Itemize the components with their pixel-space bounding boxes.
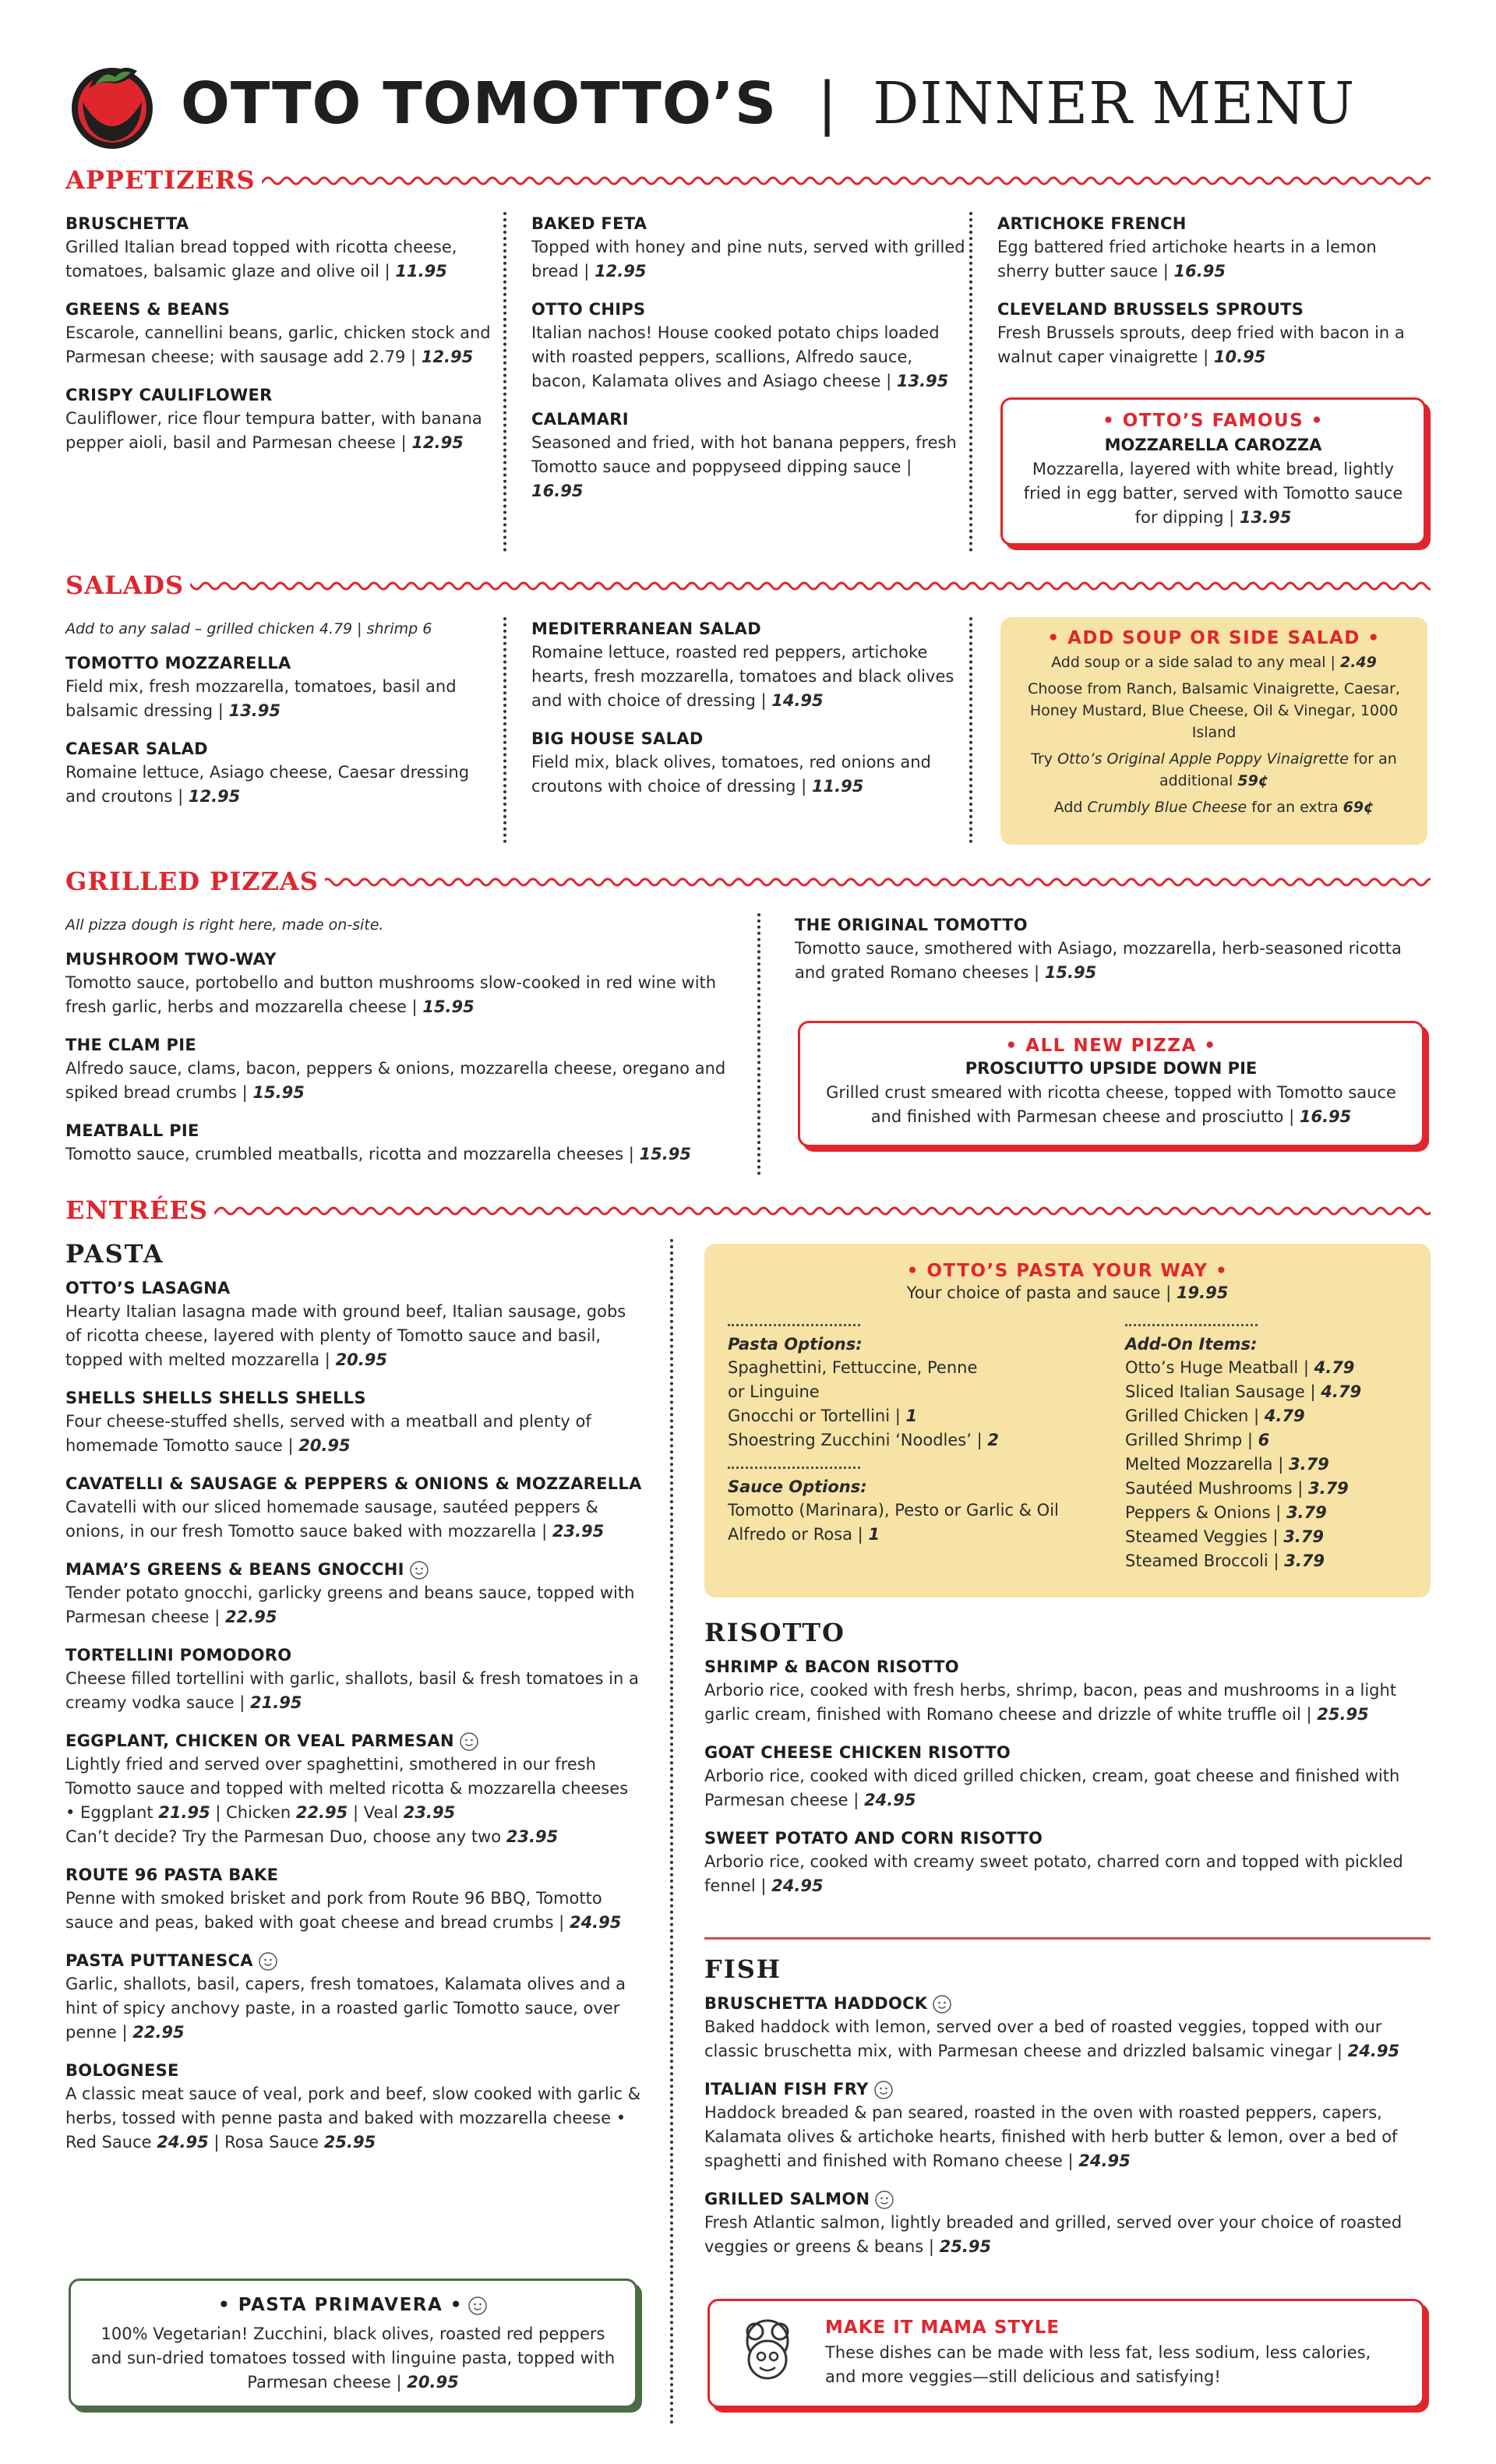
dressing-choices: Choose from Ranch, Balsamic Vinaigrette, Caesar, Honey Mustard, Blue Cheese, Oil & Vinegar, 1000 Island bbox=[1028, 680, 1400, 741]
item-desc: Baked haddock with lemon, served over a bed of roasted veggies, topped with our classic bruschetta mix, with Parmesan cheese and drizzled balsamic vinegar | 24.95 bbox=[704, 2017, 1400, 2060]
tomato-logo-icon bbox=[65, 57, 159, 150]
column-divider bbox=[757, 913, 760, 1175]
menu-item bbox=[65, 1119, 751, 1167]
section-title-salads: SALADS bbox=[65, 570, 190, 600]
item-price: 19.95 bbox=[1176, 1283, 1229, 1302]
item-name: SHELLS SHELLS SHELLS SHELLS bbox=[65, 1389, 366, 1407]
item-name: CAESAR SALAD bbox=[65, 740, 208, 758]
menu-item bbox=[531, 727, 968, 799]
appetizers-col-2 bbox=[531, 212, 968, 517]
item-price: 22.95 bbox=[225, 1608, 277, 1626]
option-line: or Linguine bbox=[728, 1382, 820, 1401]
item-name: GOAT CHEESE CHICKEN RISOTTO bbox=[704, 1743, 1011, 1762]
mama-face-icon bbox=[729, 2314, 806, 2392]
entrees-heading bbox=[65, 1195, 1431, 1230]
mama-style-box bbox=[707, 2299, 1424, 2408]
ottos-famous-box bbox=[1000, 397, 1426, 545]
menu-item bbox=[704, 2077, 1431, 2173]
section-title-entrees: ENTRÉES bbox=[65, 1195, 214, 1225]
box-heading: MAKE IT MAMA STYLE bbox=[825, 2318, 1060, 2338]
item-desc: Tender potato gnocchi, garlicky greens and beans sauce, topped with Parmesan cheese | 22.95 bbox=[65, 1583, 635, 1626]
item-name: BRUSCHETTA HADDOCK bbox=[704, 1992, 1431, 2015]
dotted-rule bbox=[1125, 1324, 1258, 1326]
option-line: Tomotto (Marinara), Pesto or Garlic & Oil bbox=[728, 1501, 1059, 1520]
item-price: 2.49 bbox=[1339, 654, 1377, 671]
box-heading: • ADD SOUP OR SIDE SALAD • bbox=[1047, 628, 1381, 648]
addon-line: Melted Mozzarella | 3.79 bbox=[1125, 1455, 1329, 1474]
item-name: EGGPLANT, CHICKEN OR VEAL PARMESAN bbox=[65, 1729, 642, 1753]
appetizers-heading bbox=[65, 165, 1431, 199]
restaurant-name: OTTO TOMOTTO’S bbox=[181, 70, 778, 137]
addon-line: Sautéed Mushrooms | 3.79 bbox=[1125, 1479, 1349, 1498]
addon-line: Grilled Chicken | 4.79 bbox=[1125, 1407, 1305, 1425]
menu-item bbox=[531, 212, 968, 284]
item-desc: Haddock breaded & pan seared, roasted in the oven with roasted peppers, capers, Kalamata olives & artichoke hearts, finished with herb butter & lemon, over a bed of spaghetti and finished with Romano cheese | 24.95 bbox=[704, 2103, 1398, 2170]
item-name: MEDITERRANEAN SALAD bbox=[531, 620, 761, 638]
menu-item bbox=[704, 2187, 1431, 2259]
column-divider bbox=[503, 617, 506, 843]
menu-item bbox=[65, 1863, 642, 1935]
mama-style-text bbox=[825, 2318, 1403, 2389]
item-price: 13.95 bbox=[896, 372, 949, 390]
menu-item bbox=[531, 617, 968, 713]
item-name: CALAMARI bbox=[531, 410, 629, 429]
box-heading: • ALL NEW PIZZA • bbox=[1005, 1036, 1217, 1056]
soup-side-salad-box bbox=[1000, 617, 1427, 845]
item-price: 25.95 bbox=[1317, 1705, 1369, 1724]
item-price: 24.95 bbox=[1347, 2042, 1400, 2060]
pizzas-heading bbox=[65, 867, 1431, 901]
menu-item bbox=[65, 651, 502, 723]
item-name: ARTICHOKE FRENCH bbox=[997, 214, 1187, 233]
item-desc: Italian nachos! House cooked potato chips loaded with roasted peppers, scallions, Alfredo sauce, bacon, Kalamata olives and Asiago cheese | 13.95 bbox=[531, 323, 949, 390]
addon-line: Otto’s Huge Meatball | 4.79 bbox=[1125, 1358, 1355, 1377]
vinaigrette-line: Try Otto’s Original Apple Poppy Vinaigrette for an additional 59¢ bbox=[1031, 750, 1397, 789]
box-heading: • PASTA PRIMAVERA • bbox=[88, 2295, 618, 2316]
item-name: SHRIMP & BACON RISOTTO bbox=[704, 1657, 959, 1676]
item-price: 12.95 bbox=[411, 433, 464, 452]
pasta-column bbox=[65, 1239, 642, 2169]
item-price: 15.95 bbox=[639, 1145, 691, 1163]
item-price: 12.95 bbox=[421, 348, 474, 366]
box-item-name: MOZZARELLA CAROZZA bbox=[1104, 436, 1322, 454]
menu-item bbox=[65, 383, 502, 455]
section-title-pizzas: GRILLED PIZZAS bbox=[65, 867, 325, 896]
menu-item bbox=[65, 1643, 642, 1715]
item-desc: Cheese filled tortellini with garlic, shallots, basil & fresh tomatoes in a creamy vodka sauce | 21.95 bbox=[65, 1669, 639, 1712]
menu-item bbox=[531, 298, 968, 394]
mama-style-icon bbox=[932, 1994, 952, 2014]
item-desc: Egg battered fried artichoke hearts in a lemon sherry butter sauce | 16.95 bbox=[997, 238, 1377, 281]
menu-item bbox=[65, 298, 502, 369]
box-desc: These dishes can be made with less fat, less sodium, less calories, and more veggies—still delicious and satisfying! bbox=[825, 2343, 1371, 2386]
item-name: TORTELLINI POMODORO bbox=[65, 1646, 292, 1664]
blue-cheese-line: Add Crumbly Blue Cheese for an extra 69¢ bbox=[1053, 799, 1374, 816]
wavy-line bbox=[182, 577, 1431, 595]
pasta-primavera-box bbox=[69, 2279, 637, 2408]
item-price: 13.95 bbox=[228, 701, 281, 720]
menu-item bbox=[65, 212, 502, 284]
item-desc: Escarole, cannellini beans, garlic, chicken stock and Parmesan cheese; with sausage add 2.79 | 12.95 bbox=[65, 323, 491, 366]
all-new-pizza-box bbox=[798, 1021, 1424, 1147]
item-name: BAKED FETA bbox=[531, 214, 647, 233]
pasta-sauce-options bbox=[728, 1319, 1125, 1573]
menu-page bbox=[65, 0, 1431, 2464]
item-price: 15.95 bbox=[252, 1083, 305, 1102]
section-rule bbox=[704, 1937, 1431, 1940]
menu-item bbox=[704, 1741, 1431, 1813]
pizza-dough-note: All pizza dough is right here, made on-site. bbox=[65, 916, 384, 934]
item-name: THE ORIGINAL TOMOTTO bbox=[795, 916, 1028, 934]
menu-item bbox=[65, 1033, 751, 1105]
appetizers-col-3 bbox=[997, 212, 1431, 383]
item-name: BIG HOUSE SALAD bbox=[531, 729, 704, 748]
dotted-rule bbox=[728, 1324, 860, 1326]
menu-item bbox=[65, 2059, 642, 2155]
addon-line: Peppers & Onions | 3.79 bbox=[1125, 1503, 1327, 1522]
item-desc: Tomotto sauce, portobello and button mushrooms slow-cooked in red wine with fresh garlic, herbs and mozzarella cheese | 15.95 bbox=[65, 973, 717, 1016]
mama-style-icon bbox=[459, 1732, 479, 1752]
item-desc: Seasoned and fried, with hot banana peppers, fresh Tomotto sauce and poppyseed dipping sauce | 16.95 bbox=[531, 433, 957, 500]
box-heading: • OTTO’S FAMOUS • bbox=[1103, 411, 1324, 431]
box-desc: Grilled crust smeared with ricotta cheese, topped with Tomotto sauce and finished with Parmesan cheese and prosciutto | 16.95 bbox=[826, 1083, 1396, 1126]
item-name: MAMA’S GREENS & BEANS GNOCCHI bbox=[65, 1558, 642, 1581]
item-desc: Garlic, shallots, basil, capers, fresh tomatoes, Kalamata olives and a hint of spicy anchovy paste, in a roasted garlic Tomotto sauce, over penne | 22.95 bbox=[65, 1975, 626, 2042]
item-price: 14.95 bbox=[771, 691, 824, 710]
item-price: 23.95 bbox=[552, 1522, 605, 1541]
box-subheading: Your choice of pasta and sauce | 19.95 bbox=[906, 1283, 1229, 1302]
item-desc: Hearty Italian lasagna made with ground beef, Italian sausage, gobs of ricotta cheese, layered with plenty of Tomotto sauce and basil, topped with melted mozzarella | 20.95 bbox=[65, 1302, 626, 1369]
pizzas-col-1 bbox=[65, 913, 751, 1181]
item-price: 10.95 bbox=[1213, 348, 1266, 366]
item-desc: Arborio rice, cooked with creamy sweet potato, charred corn and topped with pickled fennel | 24.95 bbox=[704, 1852, 1403, 1895]
fish-section bbox=[704, 1954, 1431, 2273]
menu-item bbox=[704, 1655, 1431, 1727]
box-desc: 100% Vegetarian! Zucchini, black olives, roasted red peppers and sun-dried tomatoes tossed with linguine pasta, topped with Parmesan cheese | 20.95 bbox=[90, 2324, 616, 2392]
column-divider bbox=[670, 1239, 673, 2425]
item-desc: Arborio rice, cooked with fresh herbs, shrimp, bacon, peas and mushrooms in a light garlic cream, finished with Romano cheese and drizzle of white truffle oil | 25.95 bbox=[704, 1681, 1397, 1724]
addon-options bbox=[1125, 1319, 1406, 1573]
item-desc: Romaine lettuce, Asiago cheese, Caesar dressing and croutons | 12.95 bbox=[65, 763, 470, 806]
column-divider bbox=[969, 617, 972, 843]
item-price: 11.95 bbox=[395, 262, 447, 281]
risotto-title: RISOTTO bbox=[704, 1618, 845, 1647]
item-price: 16.95 bbox=[1173, 262, 1226, 281]
item-name: GREENS & BEANS bbox=[65, 300, 231, 319]
salad-addon-note: Add to any salad – grilled chicken 4.79 | shrimp 6 bbox=[65, 620, 432, 637]
item-price: 11.95 bbox=[811, 777, 864, 796]
menu-title: DINNER MENU bbox=[873, 70, 1356, 137]
item-name: OTTO CHIPS bbox=[531, 300, 646, 319]
wavy-line bbox=[198, 1202, 1431, 1220]
item-desc: Cauliflower, rice flour tempura batter, with banana pepper aioli, basil and Parmesan cheese | 12.95 bbox=[65, 409, 482, 452]
menu-item bbox=[795, 913, 1431, 985]
item-price: 12.95 bbox=[595, 262, 647, 281]
menu-item bbox=[65, 1276, 642, 1372]
item-name: ITALIAN FISH FRY bbox=[704, 2077, 1431, 2101]
item-name: THE CLAM PIE bbox=[65, 1036, 196, 1054]
item-price: 24.95 bbox=[864, 1791, 916, 1809]
column-divider bbox=[503, 212, 506, 552]
item-desc: Lightly fried and served over spaghettini, smothered in our fresh Tomotto sauce and topped with melted ricotta & mozzarella cheeses • Eggplant 21.95 | Chicken 22.95 | Veal 23.95 Can’t decide? Try the Parmesan Duo, choose any two 23.95 bbox=[65, 1755, 629, 1846]
menu-item bbox=[704, 1827, 1431, 1898]
item-desc: Alfredo sauce, clams, bacon, peppers & onions, mozzarella cheese, oregano and spiked bread crumbs | 15.95 bbox=[65, 1059, 726, 1102]
salads-col-1 bbox=[65, 617, 502, 823]
item-price: 24.95 bbox=[1078, 2152, 1131, 2170]
wavy-line bbox=[304, 873, 1431, 891]
menu-item bbox=[704, 1992, 1431, 2063]
addon-line: Grilled Shrimp | 6 bbox=[1125, 1431, 1270, 1449]
risotto-section bbox=[704, 1618, 1431, 1912]
item-desc: Four cheese-stuffed shells, served with a meatball and plenty of homemade Tomotto sauce | 20.95 bbox=[65, 1412, 591, 1455]
item-name: CRISPY CAULIFLOWER bbox=[65, 386, 273, 404]
item-price: 16.95 bbox=[1299, 1107, 1352, 1126]
item-name: GRILLED SALMON bbox=[704, 2187, 1431, 2211]
item-desc: Penne with smoked brisket and pork from Route 96 BBQ, Tomotto sauce and peas, baked with goat cheese and bread crumbs | 24.95 bbox=[65, 1889, 622, 1932]
item-price: 15.95 bbox=[1044, 963, 1097, 982]
item-price: 15.95 bbox=[422, 997, 475, 1016]
item-desc: Field mix, black olives, tomatoes, red onions and croutons with choice of dressing | 11.95 bbox=[531, 753, 931, 796]
item-name: CAVATELLI & SAUSAGE & PEPPERS & ONIONS & MOZZARELLA bbox=[65, 1474, 642, 1493]
pasta-title: PASTA bbox=[65, 1239, 164, 1269]
addon-line: Sliced Italian Sausage | 4.79 bbox=[1125, 1382, 1362, 1401]
mama-style-icon bbox=[258, 1951, 278, 1972]
item-name: CLEVELAND BRUSSELS SPROUTS bbox=[997, 300, 1304, 319]
dotted-rule bbox=[728, 1467, 860, 1469]
box-desc: Mozzarella, layered with white bread, lightly fried in egg batter, served with Tomotto sauce for dipping | 13.95 bbox=[1023, 460, 1403, 527]
soup-line: Add soup or a side salad to any meal | 2.49 bbox=[1051, 654, 1377, 671]
item-price: 22.95 bbox=[132, 2023, 185, 2042]
appetizers-col-1 bbox=[65, 212, 502, 469]
item-name: ROUTE 96 PASTA BAKE bbox=[65, 1866, 279, 1884]
pizzas-col-2 bbox=[795, 913, 1431, 999]
fish-title: FISH bbox=[704, 1954, 782, 1984]
menu-item bbox=[997, 298, 1431, 369]
item-desc: Grilled Italian bread topped with ricotta cheese, tomatoes, balsamic glaze and olive oil | 11.95 bbox=[65, 238, 457, 281]
salads-col-2 bbox=[531, 617, 968, 813]
item-price: 21.95 bbox=[250, 1693, 302, 1712]
item-name: TOMOTTO MOZZARELLA bbox=[65, 654, 291, 672]
item-desc: Arborio rice, cooked with diced grilled chicken, cream, goat cheese and finished with Parmesan cheese | 24.95 bbox=[704, 1767, 1400, 1809]
header-separator: | bbox=[817, 70, 838, 137]
addon-title: Add-On Items: bbox=[1125, 1335, 1258, 1354]
wavy-line bbox=[245, 171, 1431, 190]
option-line: Gnocchi or Tortellini | 1 bbox=[728, 1407, 918, 1425]
item-name: MEATBALL PIE bbox=[65, 1121, 199, 1140]
menu-item bbox=[65, 737, 502, 809]
item-desc: Tomotto sauce, crumbled meatballs, ricotta and mozzarella cheeses | 15.95 bbox=[65, 1145, 691, 1163]
item-desc: Fresh Brussels sprouts, deep fried with bacon in a walnut caper vinaigrette | 10.95 bbox=[997, 323, 1405, 366]
menu-item bbox=[65, 1949, 642, 2045]
menu-item bbox=[65, 1386, 642, 1458]
menu-item bbox=[65, 948, 751, 1019]
sauce-options-title: Sauce Options: bbox=[728, 1477, 867, 1496]
item-price: 20.95 bbox=[335, 1350, 387, 1369]
mama-style-icon bbox=[873, 2080, 894, 2100]
item-name: BOLOGNESE bbox=[65, 2061, 179, 2080]
pasta-your-way-box bbox=[704, 1244, 1431, 1597]
box-item-name: PROSCIUTTO UPSIDE DOWN PIE bbox=[965, 1059, 1258, 1078]
mama-style-icon bbox=[409, 1560, 429, 1580]
item-name: MUSHROOM TWO-WAY bbox=[65, 950, 277, 969]
item-name: PASTA PUTTANESCA bbox=[65, 1949, 642, 1972]
item-price: 12.95 bbox=[188, 787, 241, 806]
item-name: BRUSCHETTA bbox=[65, 214, 189, 233]
item-name: SWEET POTATO AND CORN RISOTTO bbox=[704, 1829, 1043, 1848]
mama-style-icon bbox=[874, 2190, 894, 2210]
column-divider bbox=[969, 212, 972, 552]
item-desc: Fresh Atlantic salmon, lightly breaded and grilled, served over your choice of roasted veggies or greens & beans | 25.95 bbox=[704, 2213, 1402, 2256]
addon-line: Steamed Veggies | 3.79 bbox=[1125, 1527, 1325, 1546]
item-price: 20.95 bbox=[298, 1436, 351, 1455]
option-line: Spaghettini, Fettuccine, Penne bbox=[728, 1358, 978, 1377]
item-desc: Topped with honey and pine nuts, served with grilled bread | 12.95 bbox=[531, 238, 965, 281]
item-desc: Field mix, fresh mozzarella, tomatoes, basil and balsamic dressing | 13.95 bbox=[65, 677, 457, 720]
addon-line: Steamed Broccoli | 3.79 bbox=[1125, 1551, 1325, 1570]
pasta-options-title: Pasta Options: bbox=[728, 1335, 863, 1354]
menu-item bbox=[997, 212, 1431, 284]
item-desc: Tomotto sauce, smothered with Asiago, mozzarella, herb-seasoned ricotta and grated Romano cheeses | 15.95 bbox=[795, 939, 1402, 982]
menu-item bbox=[65, 1472, 642, 1544]
item-price: 25.95 bbox=[939, 2237, 992, 2256]
item-desc: Cavatelli with our sliced homemade sausage, sautéed peppers & onions, in our fresh Tomotto sauce baked with mozzarella | 23.95 bbox=[65, 1498, 605, 1541]
option-line: Shoestring Zucchini ‘Noodles’ | 2 bbox=[728, 1431, 999, 1449]
item-name: OTTO’S LASAGNA bbox=[65, 1279, 231, 1297]
section-title-appetizers: APPETIZERS bbox=[65, 165, 262, 195]
item-price: 24.95 bbox=[771, 1876, 824, 1895]
menu-item bbox=[65, 1558, 642, 1629]
box-heading: • OTTO’S PASTA YOUR WAY • bbox=[906, 1261, 1229, 1281]
item-price: 13.95 bbox=[1239, 508, 1292, 527]
item-price: 20.95 bbox=[407, 2372, 459, 2392]
item-price: 24.95 bbox=[569, 1913, 622, 1932]
options-grid bbox=[728, 1319, 1407, 1573]
header bbox=[65, 53, 1431, 154]
item-desc: A classic meat sauce of veal, pork and beef, slow cooked with garlic & herbs, tossed with penne pasta and baked with mozzarella cheese • Red Sauce 24.95 | Rosa Sauce 25.95 bbox=[65, 2085, 641, 2152]
option-line: Alfredo or Rosa | 1 bbox=[728, 1525, 880, 1544]
mama-style-icon bbox=[468, 2296, 488, 2316]
salads-heading bbox=[65, 570, 1431, 605]
menu-item bbox=[531, 408, 968, 503]
item-desc: Romaine lettuce, roasted red peppers, artichoke hearts, fresh mozzarella, tomatoes and black olives and with choice of dressing | 14.95 bbox=[531, 643, 954, 710]
item-price: 16.95 bbox=[531, 482, 584, 500]
menu-item bbox=[65, 1729, 642, 1849]
